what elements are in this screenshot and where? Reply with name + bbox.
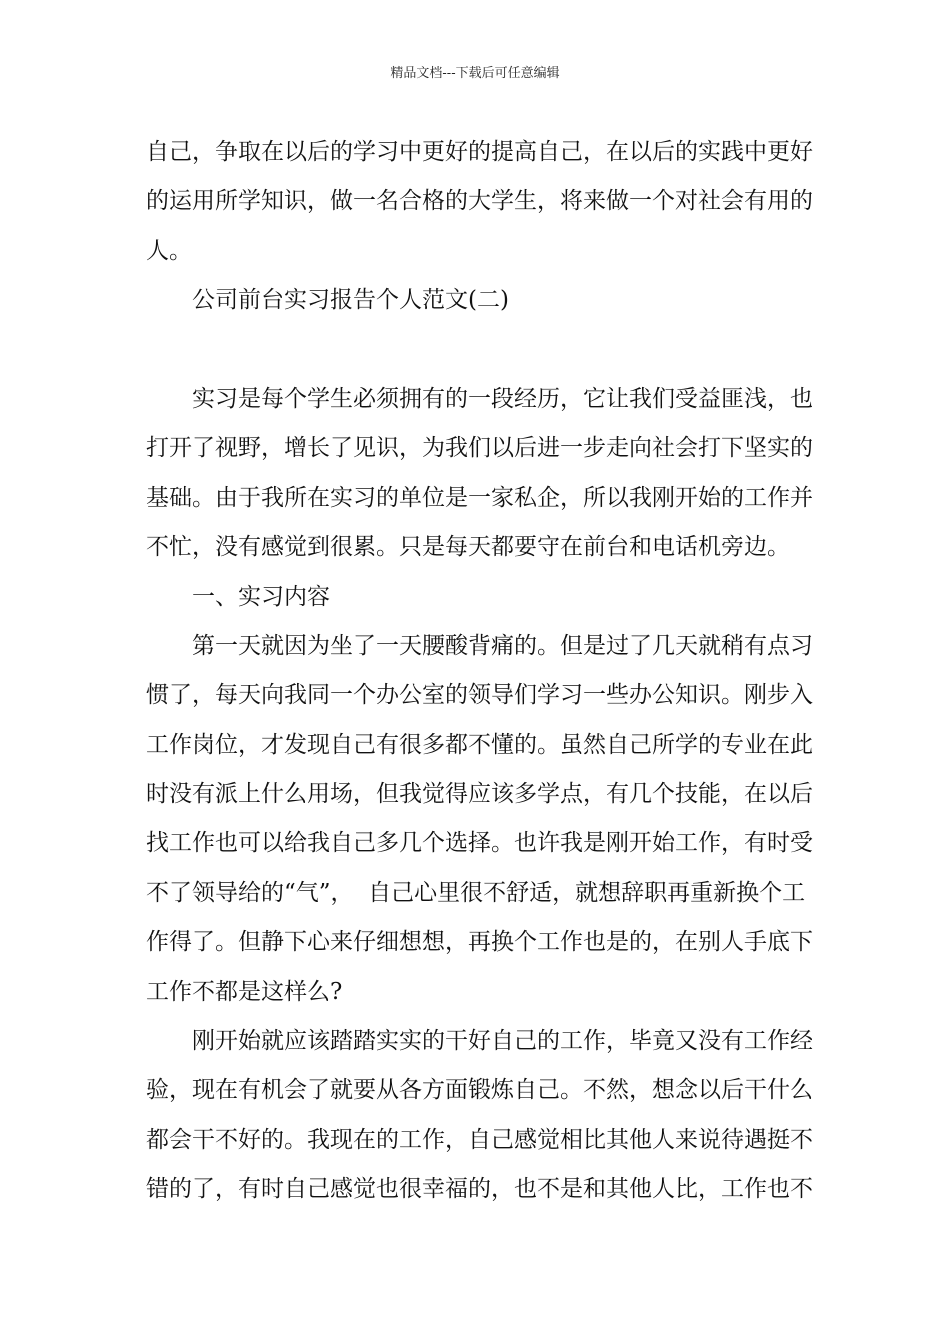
blank-line [146, 326, 806, 375]
text-line: 都会干不好的。我现在的工作，自己感觉相比其他人来说待遇挺不 [146, 1126, 813, 1153]
text-line: 实习是每个学生必须拥有的一段经历，它让我们受益匪浅，也 [192, 385, 813, 412]
document-body [146, 128, 813, 1215]
text-line: 找工作也可以给我自己多几个选择。也许我是刚开始工作，有时受 [146, 830, 813, 857]
text-line: 验，现在有机会了就要从各方面锻炼自己。不然，想念以后干什么 [146, 1077, 813, 1104]
section-heading: 一、实习内容 [192, 583, 330, 610]
text-line: 工作不都是这样么? [146, 978, 343, 1005]
text-line: 打开了视野，增长了见识，为我们以后进一步走向社会打下坚实的 [146, 435, 813, 462]
text-line: 不忙，没有感觉到很累。只是每天都要守在前台和电话机旁边。 [146, 534, 790, 561]
text-line: 刚开始就应该踏踏实实的干好自己的工作，毕竟又没有工作经 [192, 1028, 813, 1055]
text-line: 作得了。但静下心来仔细想想，再换个工作也是的，在别人手底下 [146, 929, 813, 956]
text-line: 工作岗位，才发现自己有很多都不懂的。虽然自己所学的专业在此 [146, 731, 813, 758]
text-line: 时没有派上什么用场，但我觉得应该多学点，有几个技能，在以后 [146, 781, 813, 808]
page-header: 精品文档---下载后可任意编辑 [390, 66, 560, 81]
text-line: 惯了，每天向我同一个办公室的领导们学习一些办公知识。刚步入 [146, 682, 813, 709]
text-line: 自己，争取在以后的学习中更好的提高自己，在以后的实践中更好 [146, 139, 813, 165]
text-line: 基础。由于我所在实习的单位是一家私企，所以我刚开始的工作并 [146, 484, 813, 511]
document-title: 公司前台实习报告个人范文(二) [192, 287, 509, 314]
text-line: 不了领导给的“气”， 自己心里很不舒适，就想辞职再重新换个工 [146, 879, 806, 906]
paragraph-work-attitude [146, 1017, 813, 1215]
paragraph-internship-content [146, 622, 813, 1017]
text-line: 的运用所学知识，做一名合格的大学生，将来做一个对社会有用的 [146, 188, 813, 215]
paragraph-continuation [146, 128, 813, 276]
text-line: 错的了，有时自己感觉也很幸福的，也不是和其他人比，工作也不 [146, 1176, 813, 1203]
text-line: 人。 [146, 237, 192, 264]
text-line: 第一天就因为坐了一天腰酸背痛的。但是过了几天就稍有点习 [192, 632, 813, 659]
paragraph-intro [146, 375, 813, 573]
